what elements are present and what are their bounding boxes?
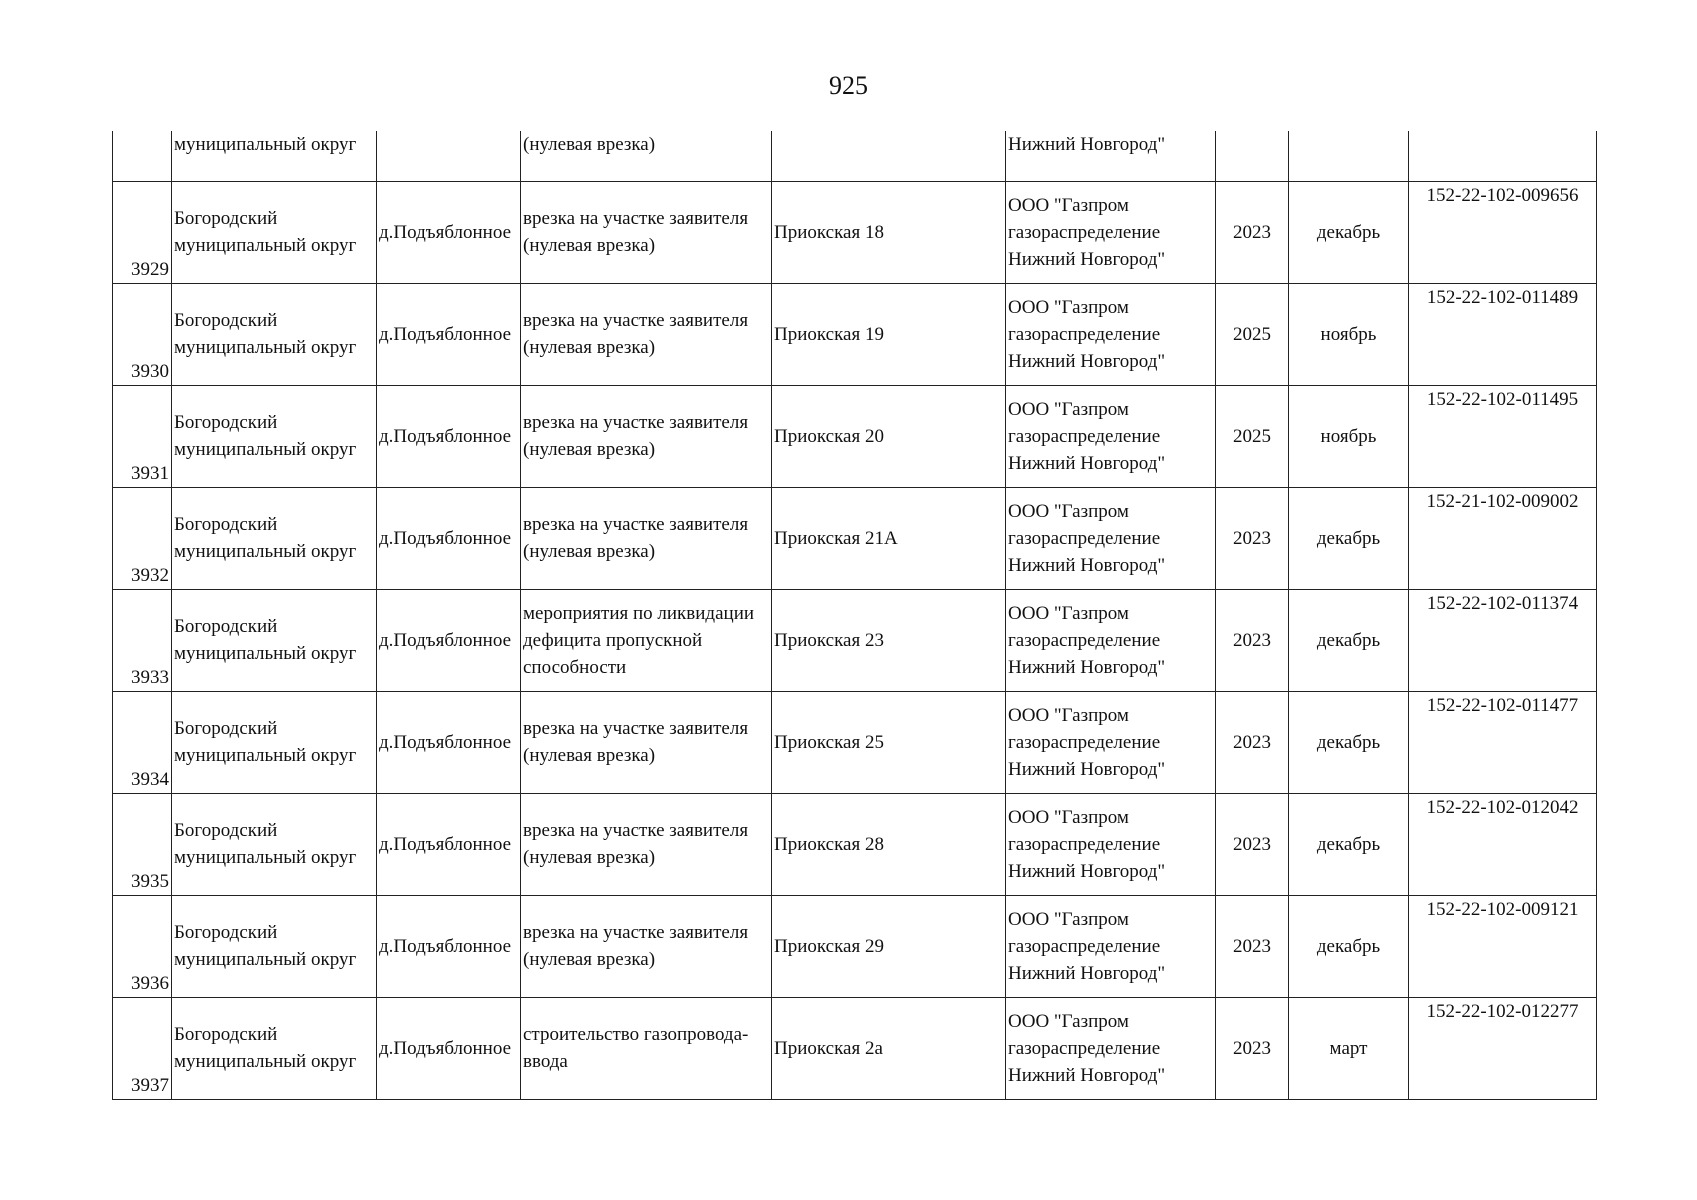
cell-year: 2023 xyxy=(1216,181,1289,283)
cell-num: 3930 xyxy=(113,283,172,385)
cell-address: Приокская 2а xyxy=(772,997,1006,1099)
cell-year: 2025 xyxy=(1216,283,1289,385)
cell-settlement: д.Подъяблонное xyxy=(377,895,521,997)
cell-work: врезка на участке заявителя (нулевая врезка) xyxy=(521,283,772,385)
cell-district: Богородский муниципальный округ xyxy=(172,793,377,895)
cell-year: 2023 xyxy=(1216,793,1289,895)
cell-address: Приокская 23 xyxy=(772,589,1006,691)
cell-work: врезка на участке заявителя (нулевая врезка) xyxy=(521,385,772,487)
cell-organization: ООО "Газпром газораспределение Нижний Новгород" xyxy=(1006,487,1216,589)
cell-address xyxy=(772,131,1006,181)
cell-contract: 152-22-102-011477 xyxy=(1409,691,1597,793)
cell-address: Приокская 28 xyxy=(772,793,1006,895)
cell-organization: ООО "Газпром газораспределение Нижний Новгород" xyxy=(1006,589,1216,691)
cell-district: Богородский муниципальный округ xyxy=(172,895,377,997)
cell-work: врезка на участке заявителя (нулевая врезка) xyxy=(521,895,772,997)
cell-settlement: д.Подъяблонное xyxy=(377,385,521,487)
cell-month xyxy=(1289,131,1409,181)
cell-num: 3932 xyxy=(113,487,172,589)
cell-month: март xyxy=(1289,997,1409,1099)
cell-organization: ООО "Газпром газораспределение Нижний Новгород" xyxy=(1006,181,1216,283)
cell-month: декабрь xyxy=(1289,487,1409,589)
cell-contract: 152-22-102-009656 xyxy=(1409,181,1597,283)
cell-district: Богородский муниципальный округ xyxy=(172,181,377,283)
table-body xyxy=(113,131,1597,1099)
cell-year: 2023 xyxy=(1216,487,1289,589)
cell-organization: Нижний Новгород" xyxy=(1006,131,1216,181)
continuation-row xyxy=(113,131,1597,181)
cell-contract: 152-22-102-011374 xyxy=(1409,589,1597,691)
table-row xyxy=(113,589,1597,691)
cell-work: врезка на участке заявителя (нулевая врезка) xyxy=(521,691,772,793)
cell-year xyxy=(1216,131,1289,181)
cell-month: ноябрь xyxy=(1289,385,1409,487)
table-row xyxy=(113,691,1597,793)
cell-district: Богородский муниципальный округ xyxy=(172,283,377,385)
cell-work: врезка на участке заявителя (нулевая врезка) xyxy=(521,487,772,589)
cell-settlement: д.Подъяблонное xyxy=(377,589,521,691)
cell-organization: ООО "Газпром газораспределение Нижний Новгород" xyxy=(1006,895,1216,997)
cell-num: 3931 xyxy=(113,385,172,487)
cell-address: Приокская 21А xyxy=(772,487,1006,589)
table-row xyxy=(113,895,1597,997)
cell-year: 2025 xyxy=(1216,385,1289,487)
cell-contract: 152-22-102-011495 xyxy=(1409,385,1597,487)
cell-year: 2023 xyxy=(1216,691,1289,793)
table-row xyxy=(113,793,1597,895)
cell-district: Богородский муниципальный округ xyxy=(172,691,377,793)
cell-address: Приокская 18 xyxy=(772,181,1006,283)
cell-settlement: д.Подъяблонное xyxy=(377,181,521,283)
table-row xyxy=(113,487,1597,589)
cell-num xyxy=(113,131,172,181)
cell-contract xyxy=(1409,131,1597,181)
cell-num: 3936 xyxy=(113,895,172,997)
cell-year: 2023 xyxy=(1216,997,1289,1099)
table-row xyxy=(113,283,1597,385)
cell-district: Богородский муниципальный округ xyxy=(172,589,377,691)
cell-organization: ООО "Газпром газораспределение Нижний Новгород" xyxy=(1006,283,1216,385)
cell-organization: ООО "Газпром газораспределение Нижний Новгород" xyxy=(1006,793,1216,895)
cell-contract: 152-22-102-011489 xyxy=(1409,283,1597,385)
cell-num: 3934 xyxy=(113,691,172,793)
cell-work: врезка на участке заявителя (нулевая врезка) xyxy=(521,181,772,283)
cell-work: врезка на участке заявителя (нулевая врезка) xyxy=(521,793,772,895)
cell-district: муниципальный округ xyxy=(172,131,377,181)
cell-work: мероприятия по ликвидации дефицита пропускной способности xyxy=(521,589,772,691)
cell-num: 3937 xyxy=(113,997,172,1099)
cell-contract: 152-22-102-012277 xyxy=(1409,997,1597,1099)
cell-address: Приокская 29 xyxy=(772,895,1006,997)
cell-contract: 152-22-102-012042 xyxy=(1409,793,1597,895)
cell-year: 2023 xyxy=(1216,589,1289,691)
cell-month: декабрь xyxy=(1289,793,1409,895)
cell-num: 3929 xyxy=(113,181,172,283)
cell-organization: ООО "Газпром газораспределение Нижний Новгород" xyxy=(1006,997,1216,1099)
cell-num: 3935 xyxy=(113,793,172,895)
cell-address: Приокская 25 xyxy=(772,691,1006,793)
cell-settlement xyxy=(377,131,521,181)
cell-address: Приокская 20 xyxy=(772,385,1006,487)
table-row xyxy=(113,385,1597,487)
cell-work: (нулевая врезка) xyxy=(521,131,772,181)
cell-settlement: д.Подъяблонное xyxy=(377,793,521,895)
cell-month: декабрь xyxy=(1289,691,1409,793)
cell-work: строительство газопровода-ввода xyxy=(521,997,772,1099)
cell-month: декабрь xyxy=(1289,895,1409,997)
cell-settlement: д.Подъяблонное xyxy=(377,487,521,589)
table-row xyxy=(113,997,1597,1099)
cell-settlement: д.Подъяблонное xyxy=(377,283,521,385)
cell-month: ноябрь xyxy=(1289,283,1409,385)
cell-num: 3933 xyxy=(113,589,172,691)
register-table xyxy=(112,131,1597,1100)
table-row xyxy=(113,181,1597,283)
cell-month: декабрь xyxy=(1289,181,1409,283)
cell-district: Богородский муниципальный округ xyxy=(172,997,377,1099)
cell-settlement: д.Подъяблонное xyxy=(377,997,521,1099)
cell-organization: ООО "Газпром газораспределение Нижний Новгород" xyxy=(1006,385,1216,487)
cell-district: Богородский муниципальный округ xyxy=(172,385,377,487)
page-number: 925 xyxy=(829,71,868,100)
cell-year: 2023 xyxy=(1216,895,1289,997)
cell-district: Богородский муниципальный округ xyxy=(172,487,377,589)
cell-contract: 152-21-102-009002 xyxy=(1409,487,1597,589)
cell-month: декабрь xyxy=(1289,589,1409,691)
cell-contract: 152-22-102-009121 xyxy=(1409,895,1597,997)
cell-settlement: д.Подъяблонное xyxy=(377,691,521,793)
cell-address: Приокская 19 xyxy=(772,283,1006,385)
cell-organization: ООО "Газпром газораспределение Нижний Новгород" xyxy=(1006,691,1216,793)
